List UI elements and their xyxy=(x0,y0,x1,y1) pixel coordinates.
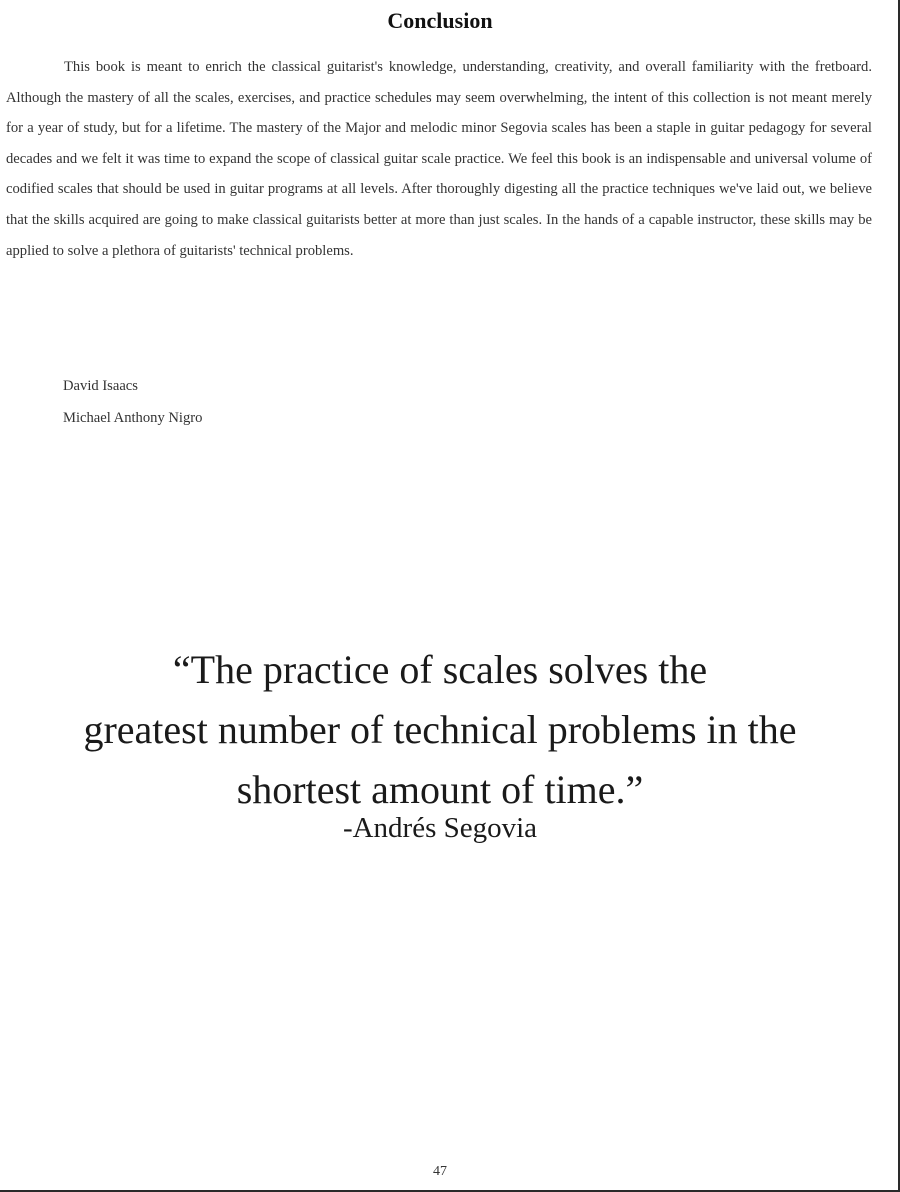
author-list xyxy=(63,370,202,434)
author-name: Michael Anthony Nigro xyxy=(63,410,203,426)
page-title: Conclusion xyxy=(387,8,493,33)
author-name: David Isaacs xyxy=(63,378,138,394)
quote-line: greatest number of technical problems in the xyxy=(83,707,797,752)
conclusion-paragraph: This book is meant to enrich the classical guitarist's knowledge, understanding, creativity, and overall familiarity with the fretboard. Although the mastery of all the scales, exercises, and practice schedules may seem overwhelming, the intent of this collection is not meant merely for a year of study, but for a lifetime. The mastery of the Major and melodic minor Segovia scales has been a staple in guitar pedagogy for several decades and we felt it was time to expand the scope of classical guitar scale practice. We feel this book is an indispensable and universal volume of codified scales that should be used in guitar programs at all levels. After thoroughly digesting all the practice techniques we've laid out, we believe that the skills acquired are going to make classical guitarists better at more than just scales. In the hands of a capable instructor, these skills may be applied to solve a plethora of guitarists' technical problems. xyxy=(6,59,872,259)
quote-attribution: -Andrés Segovia xyxy=(342,812,538,844)
epigraph-quote xyxy=(0,640,880,820)
page-number: 47 xyxy=(433,1164,447,1179)
quote-line: “The practice of scales solves the xyxy=(172,647,708,692)
quote-line: shortest amount of time.” xyxy=(236,767,644,812)
